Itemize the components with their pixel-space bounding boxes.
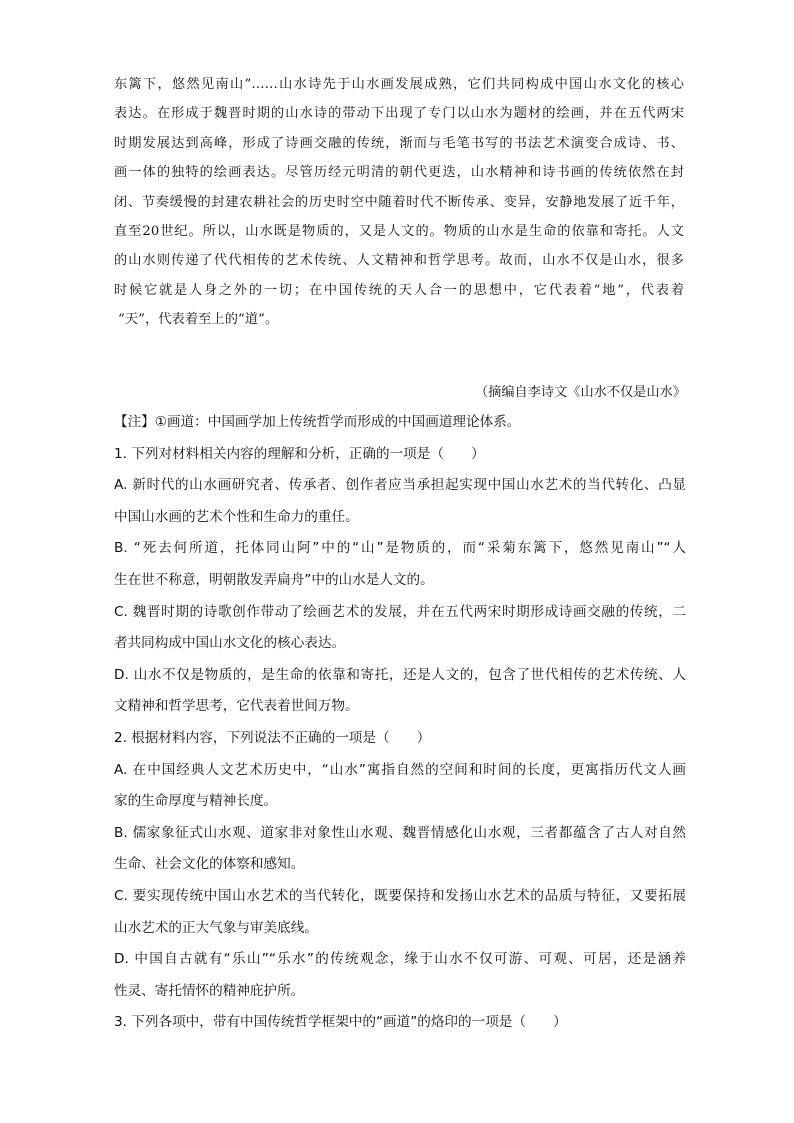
passage-line: “天”，代表着至上的“道”。	[118, 312, 279, 328]
option-line: B. 儒家象征式山水观、道家非对象性山水观、魏晋情感化山水观，三者都蕴含了古人对自然	[114, 824, 686, 841]
option-line: 文精神和哲学思考，它代表着世间万物。	[114, 698, 359, 715]
option-a[interactable]	[114, 755, 686, 818]
option-line: 生在世不称意，明朝散发弄扁舟”中的山水是人文的。	[114, 571, 434, 588]
option-line: 中国山水画的艺术个性和生命力的重任。	[114, 508, 359, 525]
passage-text	[114, 70, 684, 335]
passage-line: 直至20世纪。所以，山水既是物质的，又是人文的。物质的山水是生命的依靠和寄托。人文	[114, 223, 684, 239]
question-stem: 2. 根据材料内容，下列说法不正确的一项是（ ）	[114, 729, 431, 746]
option-line: A. 新时代的山水画研究者、传承者、创作者应当承担起实现中国山水艺术的当代转化、凸显	[114, 477, 686, 494]
option-line: C. 要实现传统中国山水艺术的当代转化，既要保持和发扬山水艺术的品质与特征，又要拓展	[114, 887, 686, 904]
option-c[interactable]	[114, 597, 686, 660]
passage-line: 闭、节奏缓慢的封建农耕社会的历史时空中随着时代不断传承、变异，安静地发展了近千年，	[114, 194, 684, 210]
option-line: 性灵、寄托情怀的精神庇护所。	[114, 982, 305, 999]
option-line: A. 在中国经典人文艺术历史中，“山水”寓指自然的空间和时间的长度，更寓指历代文人画	[114, 761, 686, 778]
passage-line: 表达。在形成于魏晋时期的山水诗的带动下出现了专门以山水为题材的绘画，并在五代两宋	[114, 106, 684, 122]
question-1	[114, 439, 686, 723]
passage-line: 画一体的独特的绘画表达。尽管历经元明清的朝代更迭，山水精神和诗书画的传统依然在封	[114, 165, 684, 181]
option-b[interactable]	[114, 533, 686, 596]
passage-line: 的山水则传递了代代相传的艺术传统、人文精神和哲学思考。故而，山水不仅是山水，很多	[114, 253, 684, 269]
option-line: 山水艺术的正大气象与审美底线。	[114, 919, 318, 936]
option-b[interactable]	[114, 818, 686, 881]
passage-source: （摘编自李诗文《山水不仅是山水》	[475, 385, 686, 400]
question-stem: 1. 下列对材料相关内容的理解和分析，正确的一项是（ ）	[114, 445, 485, 462]
option-line: 生命、社会文化的体察和感知。	[114, 856, 305, 873]
option-line: D. 山水不仅是物质的，是生命的依靠和寄托，还是人文的，包含了世代相传的艺术传统、人	[114, 666, 686, 683]
passage-line: 东篱下，悠然见南山”……山水诗先于山水画发展成熟，它们共同构成中国山水文化的核心	[114, 77, 684, 92]
passage-line: 时候它就是人身之外的一切；在中国传统的天人合一的思想中，它代表着“地”，代表着	[114, 282, 684, 298]
option-line: 者共同构成中国山水文化的核心表达。	[114, 635, 346, 652]
option-d[interactable]	[114, 944, 686, 1007]
option-line: B. “死去何所道，托体同山阿”中的“山”是物质的，而“采菊东篱下，悠然见南山”“人	[114, 540, 686, 557]
questions-section	[114, 407, 686, 1039]
option-d[interactable]	[114, 660, 686, 723]
option-line: C. 魏晋时期的诗歌创作带动了绘画艺术的发展，并在五代两宋时期形成诗画交融的传统，二	[114, 603, 686, 620]
question-stem: 3. 下列各项中，带有中国传统哲学框架中的“画道”的烙印的一项是（ ）	[114, 1014, 567, 1031]
option-line: 家的生命厚度与精神长度。	[114, 793, 278, 810]
question-3	[114, 1007, 686, 1039]
question-2	[114, 723, 686, 1007]
option-line: D. 中国自古就有“乐山”“乐水”的传统观念，缘于山水不仅可游、可观、可居，还是涵养	[114, 951, 686, 968]
option-a[interactable]	[114, 470, 686, 533]
option-c[interactable]	[114, 881, 686, 944]
passage-line: 时期发展达到高峰，形成了诗画交融的传统，渐而与毛笔书写的书法艺术演变合成诗、书、	[114, 135, 684, 151]
annotation-note: 【注】①画道：中国画学加上传统哲学而形成的中国画道理论体系。	[114, 414, 521, 430]
